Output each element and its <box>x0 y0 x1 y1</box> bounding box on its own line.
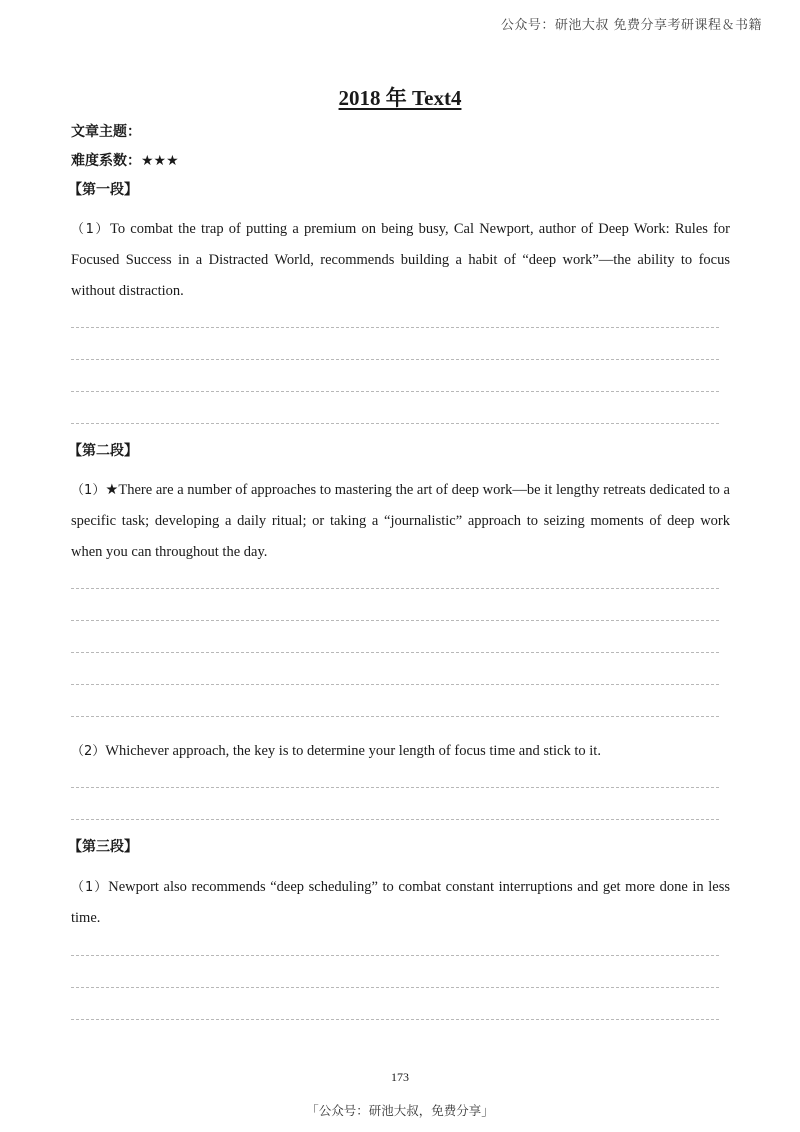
answer-line <box>71 359 719 360</box>
answer-line <box>71 652 719 653</box>
paragraph-1-1 <box>71 214 730 307</box>
answer-line <box>71 787 719 788</box>
paragraph-3-1 <box>71 872 730 934</box>
answer-line <box>71 819 719 820</box>
paragraph-text: To combat the trap of putting a premium on being busy, Cal Newport, author of Deep Work: Rules for Focused Success in a Distracted World, recommends building a habit of “deep work”—the ability to focus without distraction. <box>71 221 730 299</box>
answer-line <box>71 423 719 424</box>
difficulty-label: 难度系数：★★★ <box>71 153 179 169</box>
paragraph-number: （1） <box>71 880 109 895</box>
paragraph-text: ★There are a number of approaches to mastering the art of deep work—be it lengthy retreats dedicated to a specific task; developing a daily ritual; or taking a “journalistic” approach to seizing moments of deep work when you can throughout the day. <box>71 482 730 560</box>
paragraph-text: Whichever approach, the key is to determine your length of focus time and stick to it. <box>105 743 601 759</box>
page-number: 173 <box>391 1070 409 1084</box>
answer-line <box>71 620 719 621</box>
paragraph-number: （2） <box>71 744 106 759</box>
answer-line <box>71 588 719 589</box>
paragraph-number: （1） <box>71 483 106 498</box>
answer-line <box>71 327 719 328</box>
section-heading-3: 【第三段】 <box>68 839 138 855</box>
section-heading-1: 【第一段】 <box>68 182 138 198</box>
footer-note: 「公众号：研池大叔，免费分享」 <box>306 1103 494 1118</box>
answer-line <box>71 684 719 685</box>
header-note: 公众号：研池大叔 免费分享考研课程＆书籍 <box>500 18 762 33</box>
theme-label: 文章主题： <box>71 124 141 140</box>
answer-line <box>71 391 719 392</box>
answer-line <box>71 955 719 956</box>
answer-line <box>71 716 719 717</box>
paragraph-number: （1） <box>71 222 110 237</box>
answer-line <box>71 1019 719 1020</box>
page-title: 2018 年 Text4 <box>338 86 462 110</box>
answer-line <box>71 987 719 988</box>
section-heading-2: 【第二段】 <box>68 443 138 459</box>
paragraph-text: Newport also recommends “deep scheduling” to combat constant interruptions and get more done in less time. <box>71 879 730 926</box>
paragraph-2-2 <box>71 736 730 767</box>
paragraph-2-1 <box>71 475 730 568</box>
